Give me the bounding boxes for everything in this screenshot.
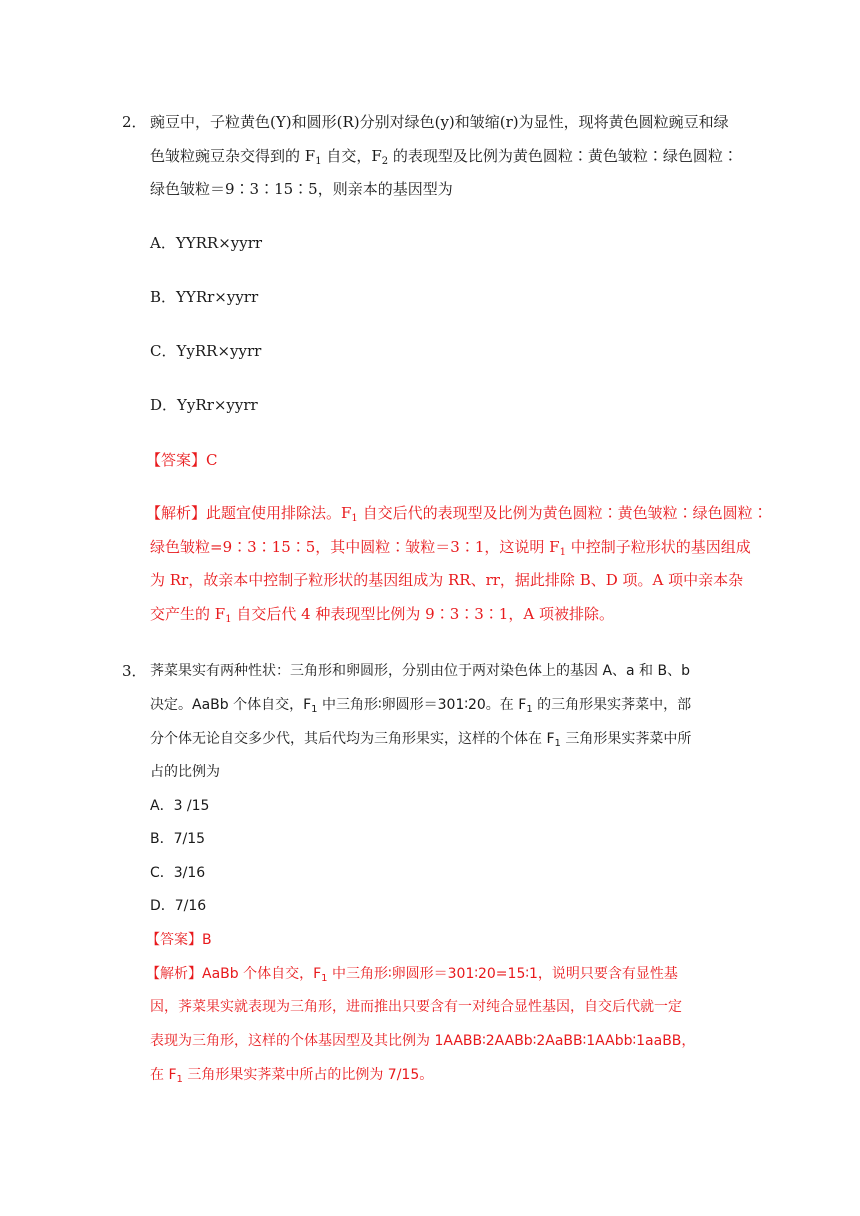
q3-analysis-line: 表现为三角形，这样的个体基因型及其比例为 1AABB∶2AABb∶2AaBB∶1AAbb∶1aaBB， xyxy=(150,1033,696,1049)
subscript: 1 xyxy=(351,513,358,524)
q2-option-d: D．YyRr×yyrr xyxy=(150,396,258,414)
question-number: 3． xyxy=(122,662,147,680)
q3-stem-line: 分个体无论自交多少代，其后代均为三角形果实，这样的个体在 $F_1$ 三角形果实荠菜中所 xyxy=(150,731,692,749)
question-number: 2． xyxy=(122,113,147,131)
q3-analysis-line: 在 $F_1$ 三角形果实荠菜中所占的比例为 7/15。 xyxy=(150,1067,434,1085)
subscript: 1 xyxy=(554,738,561,749)
q3-analysis-line: 因，荠菜果实就表现为三角形，进而推出只要含有一对纯合显性基因，自交后代就一定 xyxy=(150,999,682,1015)
q2-analysis-line: 绿色皱粒=9∶3∶15∶5，其中圆粒∶皱粒＝3∶1，这说明 $F_1$ 中控制子粒形状的基因组成 xyxy=(150,538,751,558)
q3-stem-line: 荠菜果实有两种性状：三角形和卵圆形，分别由位于两对染色体上的基因 A、a 和 B、b xyxy=(150,663,690,679)
q2-option-c: C．YyRR×yyrr xyxy=(150,342,262,360)
q2-option-a: A．YYRR×yyrr xyxy=(150,234,263,252)
q2-stem-line: 豌豆中，子粒黄色(Y)和圆形(R)分别对绿色(y)和皱缩(r)为显性，现将黄色圆粒豌豆和绿 xyxy=(150,113,729,131)
subscript: 1 xyxy=(315,156,322,167)
q3-option-a: A．3 /15 xyxy=(150,798,210,814)
subscript: 1 xyxy=(559,547,566,558)
subscript: 1 xyxy=(526,704,533,715)
q2-analysis-line: 为 Rr，故亲本中控制子粒形状的基因组成为 RR、rr，据此排除 B、D 项。A 项中亲本杂 xyxy=(150,571,744,589)
q3-option-d: D．7/16 xyxy=(150,898,207,914)
subscript: 1 xyxy=(176,1074,183,1085)
q3-analysis-line: 【解析】AaBb 个体自交，$F_1$ 中三角形∶卵圆形＝301∶20=15∶1，说明只要含有显性基 xyxy=(146,966,678,984)
q3-answer: 【答案】B xyxy=(146,932,212,948)
q3-stem-line: 决定。AaBb 个体自交，$F_1$ 中三角形∶卵圆形＝301∶20。在 $F_1$ 的三角形果实荠菜中，部 xyxy=(150,697,692,715)
subscript: 1 xyxy=(321,973,328,984)
q3-option-b: B．7/15 xyxy=(150,831,206,847)
q3-stem-line: 占的比例为 xyxy=(150,764,220,780)
subscript: 1 xyxy=(311,704,318,715)
q2-stem-line: 色皱粒豌豆杂交得到的 $F_1$ 自交，$F_2$ 的表现型及比例为黄色圆粒∶黄色皱粒∶绿色圆粒∶ xyxy=(150,147,738,167)
q2-answer: 【答案】C xyxy=(146,451,218,469)
q2-analysis-line: 【解析】此题宜使用排除法。$F_1$ 自交后代的表现型及比例为黄色圆粒∶黄色皱粒∶绿色圆粒∶ xyxy=(146,504,768,524)
q2-analysis-line: 交产生的 $F_1$ 自交后代 4 种表现型比例为 9∶3∶3∶1，A 项被排除。 xyxy=(150,605,614,625)
subscript: 2 xyxy=(381,156,389,167)
q2-option-b: B．YYRr×yyrr xyxy=(150,288,259,306)
q2-stem-line: 绿色皱粒＝9∶3∶15∶5，则亲本的基因型为 xyxy=(150,180,453,198)
subscript: 1 xyxy=(225,614,232,625)
q3-option-c: C．3/16 xyxy=(150,865,206,881)
